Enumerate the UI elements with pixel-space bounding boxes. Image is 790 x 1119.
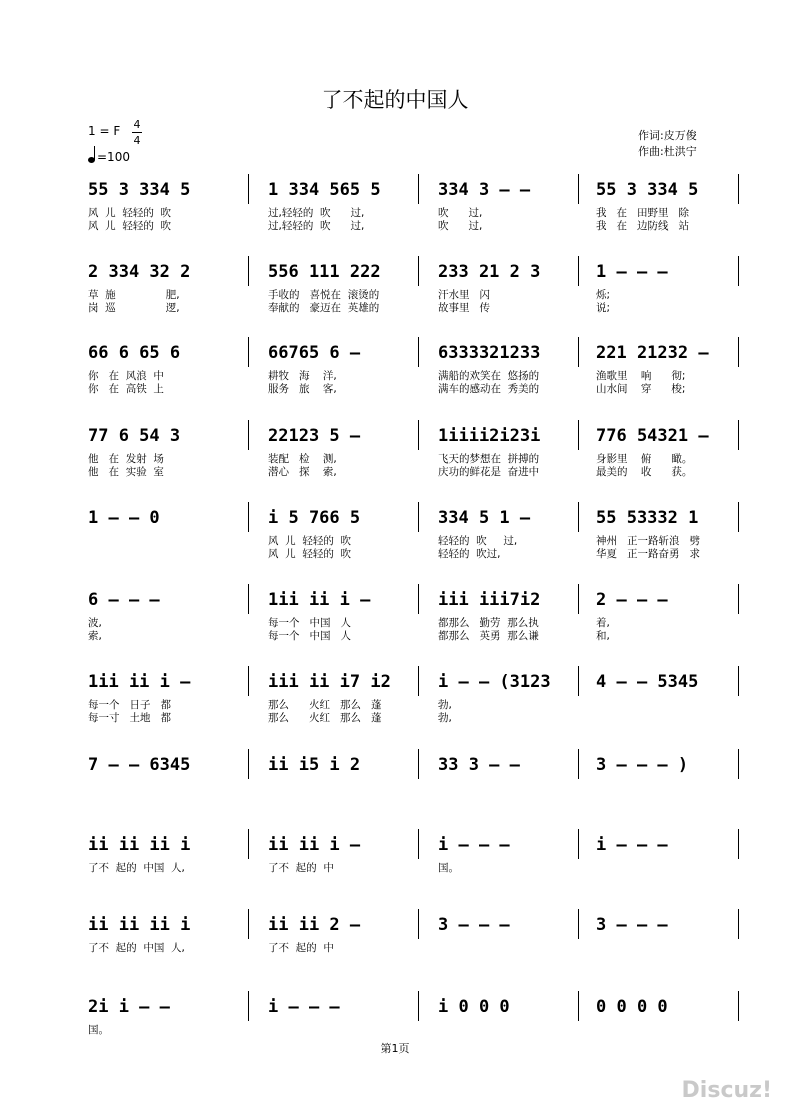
barline bbox=[418, 991, 419, 1021]
measure: i – – – bbox=[596, 835, 668, 855]
lyric-verse-2: 山水间 穿 梭; bbox=[596, 383, 686, 395]
lyric-verse-2: 风 儿 轻轻的 吹 bbox=[88, 220, 172, 232]
lyric-verse-1: 风 儿 轻轻的 吹 bbox=[268, 535, 352, 547]
measure: 33 3 – – bbox=[438, 755, 520, 775]
barline bbox=[578, 256, 579, 286]
lyric-verse-2: 你 在 高铁 上 bbox=[88, 383, 164, 395]
lyric-verse-1: 勃, bbox=[438, 699, 452, 711]
staff-line bbox=[88, 755, 738, 815]
measure: 1 334 565 5 bbox=[268, 180, 381, 200]
barline bbox=[738, 337, 739, 367]
measure: 6333321233 bbox=[438, 343, 541, 363]
lyric-verse-2: 奉献的 豪迈在 英雄的 bbox=[268, 302, 380, 314]
time-sig-top: 4 bbox=[133, 118, 141, 131]
lyric-verse-2: 华夏 正一路奋勇 求 bbox=[596, 548, 701, 560]
lyric-verse-1: 那么 火红 那么 蓬 bbox=[268, 699, 382, 711]
lyric-verse-2: 勃, bbox=[438, 712, 452, 724]
time-signature bbox=[132, 118, 142, 147]
staff-line bbox=[88, 915, 738, 975]
barline bbox=[738, 666, 739, 696]
measure: ii i5 i 2 bbox=[268, 755, 361, 775]
barline bbox=[418, 584, 419, 614]
lyric-verse-1: 了不 起的 中 bbox=[268, 862, 334, 874]
lyric-verse-2: 他 在 实验 室 bbox=[88, 466, 164, 478]
measure: ii ii i – bbox=[268, 835, 361, 855]
staff-line bbox=[88, 835, 738, 895]
measure: ii ii ii i bbox=[88, 835, 191, 855]
lyric-verse-1: 了不 起的 中国 人, bbox=[88, 862, 185, 874]
lyric-verse-1: 吹 过, bbox=[438, 207, 483, 219]
measure: iii ii i7 i2 bbox=[268, 672, 391, 692]
barline bbox=[418, 829, 419, 859]
measure: 55 3 334 5 bbox=[88, 180, 191, 200]
lyric-verse-1: 每一个 中国 人 bbox=[268, 617, 352, 629]
lyric-verse-1: 满船的欢笑在 悠扬的 bbox=[438, 370, 540, 382]
measure: 334 5 1 – bbox=[438, 508, 531, 528]
song-title: 了不起的中国人 bbox=[321, 88, 469, 112]
barline bbox=[248, 909, 249, 939]
lyric-verse-1: 着, bbox=[596, 617, 610, 629]
lyric-verse-2: 最美的 收 获。 bbox=[596, 466, 693, 478]
key-signature: 1 = F bbox=[88, 124, 121, 138]
lyric-verse-1: 神州 正一路斩浪 劈 bbox=[596, 535, 701, 547]
barline bbox=[738, 502, 739, 532]
lyric-verse-1: 你 在 风浪 中 bbox=[88, 370, 164, 382]
barline bbox=[248, 991, 249, 1021]
staff-line bbox=[88, 508, 738, 568]
lyric-verse-2: 故事里 传 bbox=[438, 302, 491, 314]
staff-line bbox=[88, 343, 738, 403]
barline bbox=[738, 991, 739, 1021]
lyric-verse-1: 渔歌里 响 彻; bbox=[596, 370, 686, 382]
measure: 55 53332 1 bbox=[596, 508, 699, 528]
measure: i – – (3123 bbox=[438, 672, 551, 692]
lyric-verse-1: 身影里 俯 瞰。 bbox=[596, 453, 693, 465]
measure: 3 – – – bbox=[596, 915, 668, 935]
measure: i – – – bbox=[268, 997, 340, 1017]
lyric-verse-2: 每一个 中国 人 bbox=[268, 630, 352, 642]
barline bbox=[578, 909, 579, 939]
lyric-verse-1: 国。 bbox=[438, 862, 459, 874]
lyric-verse-1: 轻轻的 吹 过, bbox=[438, 535, 518, 547]
lyric-verse-2: 服务 旅 客, bbox=[268, 383, 337, 395]
barline bbox=[738, 749, 739, 779]
measure: 1ii ii i – bbox=[88, 672, 191, 692]
lyric-verse-1: 每一个 日子 都 bbox=[88, 699, 172, 711]
barline bbox=[738, 420, 739, 450]
staff-line bbox=[88, 590, 738, 650]
lyric-verse-1: 了不 起的 中 bbox=[268, 942, 334, 954]
staff-line bbox=[88, 180, 738, 240]
lyric-verse-2: 庆功的鲜花是 奋进中 bbox=[438, 466, 540, 478]
measure: i 0 0 0 bbox=[438, 997, 510, 1017]
staff-line bbox=[88, 672, 738, 732]
lyric-verse-2: 索, bbox=[88, 630, 102, 642]
page-number: 第1页 bbox=[380, 1042, 410, 1055]
barline bbox=[738, 584, 739, 614]
lyric-verse-1: 风 儿 轻轻的 吹 bbox=[88, 207, 172, 219]
measure: 2 334 32 2 bbox=[88, 262, 191, 282]
measure: 3 – – – bbox=[438, 915, 510, 935]
barline bbox=[738, 829, 739, 859]
measure: 776 54321 – bbox=[596, 426, 709, 446]
barline bbox=[248, 829, 249, 859]
measure: 334 3 – – bbox=[438, 180, 531, 200]
barline bbox=[248, 749, 249, 779]
measure: 1iiii2i23i bbox=[438, 426, 541, 446]
measure: ii ii 2 – bbox=[268, 915, 361, 935]
barline bbox=[578, 991, 579, 1021]
lyric-verse-2: 那么 火红 那么 蓬 bbox=[268, 712, 382, 724]
measure: 1ii ii i – bbox=[268, 590, 371, 610]
lyric-verse-1: 我 在 田野里 除 bbox=[596, 207, 690, 219]
staff-line bbox=[88, 426, 738, 486]
barline bbox=[418, 174, 419, 204]
barline bbox=[578, 584, 579, 614]
lyric-verse-2: 过,轻轻的 吹 过, bbox=[268, 220, 365, 232]
barline bbox=[418, 420, 419, 450]
barline bbox=[248, 420, 249, 450]
lyric-verse-1: 汗水里 闪 bbox=[438, 289, 491, 301]
measure: 1 – – 0 bbox=[88, 508, 160, 528]
barline bbox=[738, 909, 739, 939]
barline bbox=[578, 337, 579, 367]
measure: 221 21232 – bbox=[596, 343, 709, 363]
barline bbox=[248, 584, 249, 614]
measure: 0 0 0 0 bbox=[596, 997, 668, 1017]
lyric-verse-1: 手收的 喜悦在 滚烫的 bbox=[268, 289, 380, 301]
barline bbox=[418, 749, 419, 779]
lyric-verse-1: 都那么 勤劳 那么执 bbox=[438, 617, 539, 629]
credits bbox=[638, 128, 697, 160]
barline bbox=[738, 174, 739, 204]
lyric-verse-2: 潜心 探 索, bbox=[268, 466, 337, 478]
barline bbox=[418, 666, 419, 696]
lyric-verse-2: 满车的感动在 秀美的 bbox=[438, 383, 540, 395]
barline bbox=[578, 749, 579, 779]
lyric-verse-1: 了不 起的 中国 人, bbox=[88, 942, 185, 954]
measure: 2i i – – bbox=[88, 997, 170, 1017]
lyric-verse-1: 装配 检 测, bbox=[268, 453, 337, 465]
staff-line bbox=[88, 262, 738, 322]
lyric-verse-1: 飞天的梦想在 拼搏的 bbox=[438, 453, 540, 465]
lyric-verse-2: 吹 过, bbox=[438, 220, 483, 232]
lyric-verse-1: 他 在 发射 场 bbox=[88, 453, 164, 465]
lyric-verse-1: 草 施 肥, bbox=[88, 289, 180, 301]
quarter-note-icon bbox=[88, 157, 95, 163]
watermark: Discuz! bbox=[681, 1078, 772, 1103]
barline bbox=[418, 502, 419, 532]
barline bbox=[578, 829, 579, 859]
lyric-verse-2: 都那么 英勇 那么谦 bbox=[438, 630, 539, 642]
barline bbox=[738, 256, 739, 286]
measure: iii iii7i2 bbox=[438, 590, 541, 610]
measure: 22123 5 – bbox=[268, 426, 361, 446]
measure: 6 – – – bbox=[88, 590, 160, 610]
barline bbox=[248, 666, 249, 696]
lyric-verse-2: 我 在 边防线 站 bbox=[596, 220, 690, 232]
barline bbox=[248, 502, 249, 532]
lyric-verse-2: 岗 巡 逻, bbox=[88, 302, 180, 314]
barline bbox=[248, 256, 249, 286]
lyric-verse-1: 过,轻轻的 吹 过, bbox=[268, 207, 365, 219]
lyric-verse-1: 国。 bbox=[88, 1024, 109, 1036]
measure: 556 111 222 bbox=[268, 262, 381, 282]
measure: i 5 766 5 bbox=[268, 508, 361, 528]
lyric-verse-2: 和, bbox=[596, 630, 610, 642]
tempo-marking bbox=[88, 150, 130, 164]
composer: 作曲:杜洪宁 bbox=[638, 145, 697, 158]
time-sig-bottom: 4 bbox=[133, 134, 141, 147]
lyric-verse-2: 说; bbox=[596, 302, 611, 314]
measure: i – – – bbox=[438, 835, 510, 855]
measure: 4 – – 5345 bbox=[596, 672, 699, 692]
barline bbox=[578, 420, 579, 450]
barline bbox=[418, 256, 419, 286]
lyric-verse-2: 风 儿 轻轻的 吹 bbox=[268, 548, 352, 560]
barline bbox=[578, 666, 579, 696]
lyric-verse-2: 每一寸 土地 都 bbox=[88, 712, 172, 724]
lyric-verse-1: 波, bbox=[88, 617, 102, 629]
measure: 55 3 334 5 bbox=[596, 180, 699, 200]
lyric-verse-2: 轻轻的 吹过, bbox=[438, 548, 501, 560]
lyric-verse-1: 耕牧 海 洋, bbox=[268, 370, 337, 382]
tempo-value: =100 bbox=[97, 150, 130, 164]
barline bbox=[418, 909, 419, 939]
measure: 2 – – – bbox=[596, 590, 668, 610]
barline bbox=[248, 174, 249, 204]
measure: 1 – – – bbox=[596, 262, 668, 282]
measure: ii ii ii i bbox=[88, 915, 191, 935]
measure: 66 6 65 6 bbox=[88, 343, 181, 363]
lyric-verse-1: 烁; bbox=[596, 289, 611, 301]
lyricist: 作词:皮万俊 bbox=[638, 129, 697, 142]
measure: 66765 6 – bbox=[268, 343, 361, 363]
measure: 77 6 54 3 bbox=[88, 426, 181, 446]
barline bbox=[578, 502, 579, 532]
barline bbox=[418, 337, 419, 367]
barline bbox=[578, 174, 579, 204]
measure: 7 – – 6345 bbox=[88, 755, 191, 775]
barline bbox=[248, 337, 249, 367]
measure: 3 – – – ) bbox=[596, 755, 689, 775]
measure: 233 21 2 3 bbox=[438, 262, 541, 282]
